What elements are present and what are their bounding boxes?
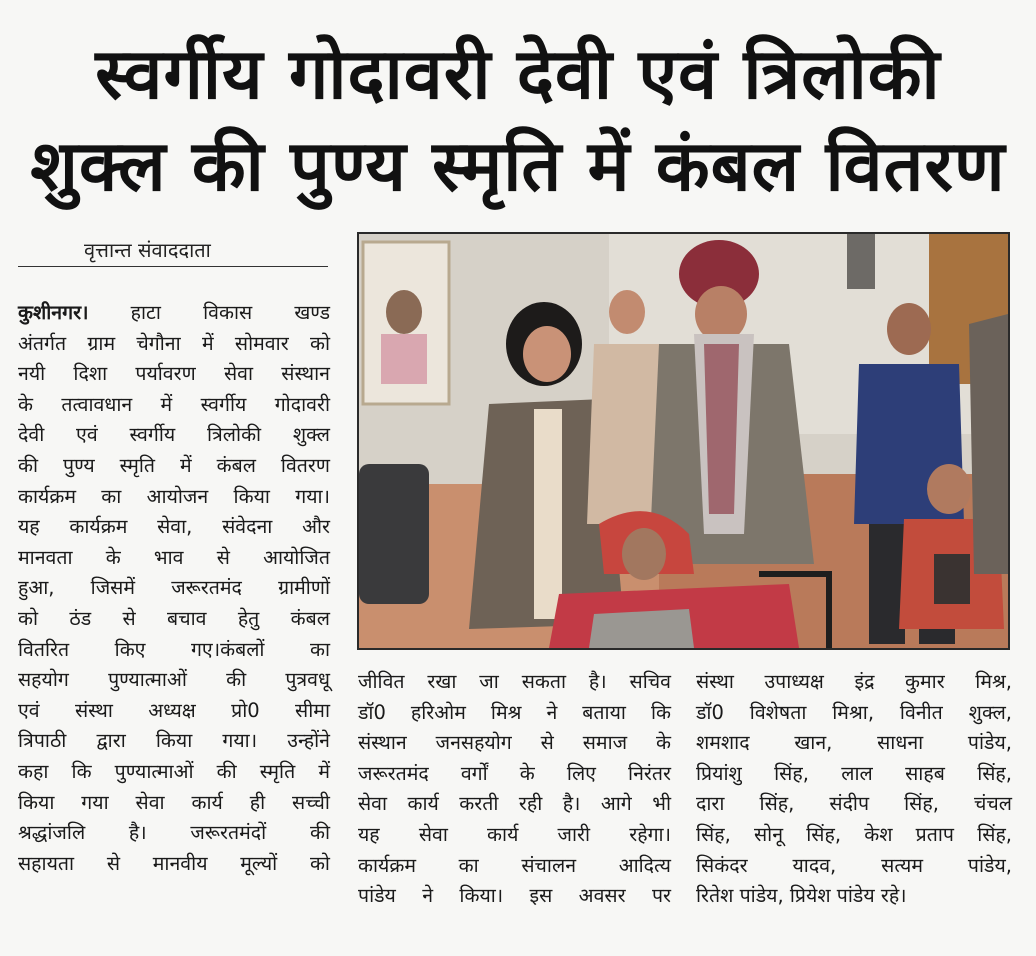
article-line: जीवित रखा जा सकता है। सचिव: [358, 670, 671, 693]
article-line: वितरित किए गए।कंबलों का: [18, 637, 330, 661]
article-line: यह सेवा कार्य जारी रहेगा।: [358, 822, 671, 846]
article-line: डॉ0 हरिओम मिश्र ने बताया कि: [358, 700, 671, 724]
article-column-2: [358, 667, 671, 912]
article-line: मानवता के भाव से आयोजित: [18, 545, 330, 569]
article-line: प्रियांशु सिंह, लाल साहब सिंह,: [696, 761, 1012, 785]
article-line: एवं संस्था अध्यक्ष प्रो0 सीमा: [18, 698, 330, 722]
article-line: कुशीनगर। हाटा विकास खण्ड: [18, 301, 330, 324]
article-line: कार्यक्रम का आयोजन किया गया।: [18, 484, 330, 508]
article-line: यह कार्यक्रम सेवा, संवेदना और: [18, 515, 330, 539]
article-line: किया गया सेवा कार्य ही सच्ची: [18, 790, 330, 814]
article-line: त्रिपाठी द्वारा किया गया। उन्होंने: [18, 729, 330, 753]
article-line: कार्यक्रम का संचालन आदित्य: [358, 853, 671, 877]
byline: वृत्तान्त संवाददाता: [84, 238, 211, 262]
dateline: कुशीनगर।: [18, 301, 89, 324]
headline-line-2: शुक्ल की पुण्य स्मृति में कंबल वितरण: [30, 125, 1006, 207]
photo-illustration: [359, 234, 1008, 648]
article-line: रितेश पांडेय, प्रियेश पांडेय रहे।: [696, 884, 907, 908]
article-line: डॉ0 विशेषता मिश्रा, विनीत शुक्ल,: [696, 700, 1012, 724]
article-line: पांडेय ने किया। इस अवसर पर: [358, 884, 671, 908]
article-line: सिकंदर यादव, सत्यम पांडेय,: [696, 853, 1012, 877]
article-line: सहायता से मानवीय मूल्यों को: [18, 851, 330, 875]
article-line: कहा कि पुण्यात्माओं की स्मृति में: [18, 759, 330, 783]
headline-line-1: स्वर्गीय गोदावरी देवी एवं त्रिलोकी: [95, 33, 941, 115]
article-line: जरूरतमंद वर्गों के लिए निरंतर: [358, 761, 671, 785]
news-photo: [357, 232, 1010, 650]
article-line: शमशाद खान, साधना पांडेय,: [696, 731, 1012, 755]
article-line: सिंह, सोनू सिंह, केश प्रताप सिंह,: [696, 822, 1012, 846]
article-line: को ठंड से बचाव हेतु कंबल: [18, 606, 330, 630]
article-line: सेवा कार्य करती रही है। आगे भी: [358, 792, 671, 816]
article-line: दारा सिंह, संदीप सिंह, चंचल: [696, 792, 1012, 816]
byline-divider: [18, 266, 328, 267]
article-line: संस्था उपाध्यक्ष इंद्र कुमार मिश्र,: [696, 670, 1012, 693]
article-line: संस्थान जनसहयोग से समाज के: [358, 731, 671, 755]
article-line: के तत्वावधान में स्वर्गीय गोदावरी: [18, 392, 330, 416]
article-line: की पुण्य स्मृति में कंबल वितरण: [18, 453, 330, 477]
headline: [0, 28, 1036, 212]
article-line: हुआ, जिसमें जरूरतमंद ग्रामीणों: [18, 576, 330, 600]
article-line: अंतर्गत ग्राम चेगौना में सोमवार को: [18, 331, 330, 355]
article-column-3: [696, 667, 1012, 912]
article-line: सहयोग पुण्यात्माओं की पुत्रवधू: [18, 668, 330, 692]
article-line: देवी एवं स्वर्गीय त्रिलोकी शुक्ल: [18, 423, 330, 447]
article-line: नयी दिशा पर्यावरण सेवा संस्थान: [18, 362, 330, 386]
article-line: श्रद्धांजलि है। जरूरतमंदों की: [18, 821, 330, 845]
article-column-1: [18, 298, 330, 879]
